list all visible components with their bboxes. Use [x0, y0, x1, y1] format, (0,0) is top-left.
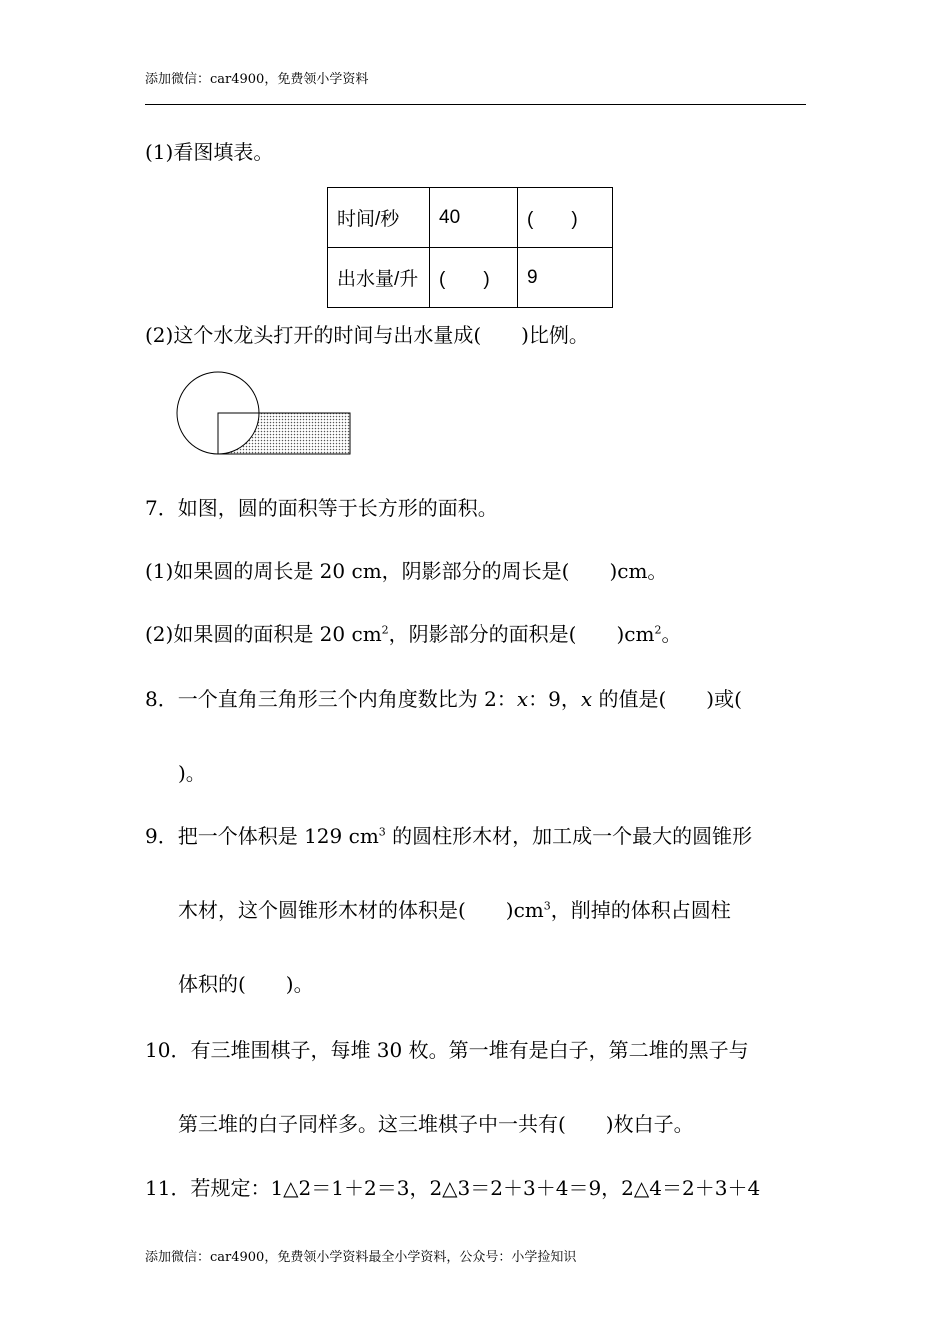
page-footer: 添加微信：car4900，免费领小学资料最全小学资料，公众号：小学捡知识	[145, 1250, 577, 1265]
q9-line3: 体积的( )。	[178, 972, 314, 996]
q10-line2: 第三堆的白子同样多。这三堆棋子中一共有( )枚白子。	[178, 1112, 694, 1136]
circle-rectangle-figure	[170, 364, 360, 462]
header-rule	[145, 104, 806, 105]
q7-part2: (2)如果圆的面积是 20 $cm^2$，阴影部分的面积是( )$cm^2$。	[145, 622, 682, 646]
q10-line1: 10．有三堆围棋子，每堆 30 枚。第一堆有是白子，第二堆的黑子与	[145, 1038, 749, 1062]
q7-part1: (1)如果圆的周长是 20 cm，阴影部分的周长是( )cm。	[145, 559, 668, 583]
time-water-table	[327, 187, 613, 308]
q7-stem: 7．如图，圆的面积等于长方形的面积。	[145, 496, 498, 520]
q9-line1: 9．把一个体积是 129 $cm^3$ 的圆柱形木材，加工成一个最大的圆锥形	[145, 824, 753, 848]
table-cell: 40	[430, 188, 518, 248]
page-header: 添加微信：car4900，免费领小学资料	[145, 72, 369, 87]
table-cell: 时间/秒	[328, 188, 430, 248]
q6-part2: (2)这个水龙头打开的时间与出水量成( )比例。	[145, 323, 589, 347]
table-cell: ( )	[430, 248, 518, 308]
table-row	[328, 188, 613, 248]
q8-line1: 8．一个直角三角形三个内角度数比为 2：x：9，x 的值是( )或(	[145, 687, 742, 711]
q11-line1: 11．若规定：1△2＝1＋2＝3，2△3＝2＋3＋4＝9，2△4＝2＋3＋4	[145, 1176, 761, 1200]
q6-part1: (1)看图填表。	[145, 140, 274, 164]
table-cell: ( )	[518, 188, 613, 248]
table-cell: 出水量/升	[328, 248, 430, 308]
table-cell: 9	[518, 248, 613, 308]
shaded-region	[218, 413, 350, 454]
q8-line2: )。	[178, 761, 206, 785]
table-row	[328, 248, 613, 308]
q9-line2: 木材，这个圆锥形木材的体积是( )$cm^3$，削掉的体积占圆柱	[178, 898, 731, 922]
